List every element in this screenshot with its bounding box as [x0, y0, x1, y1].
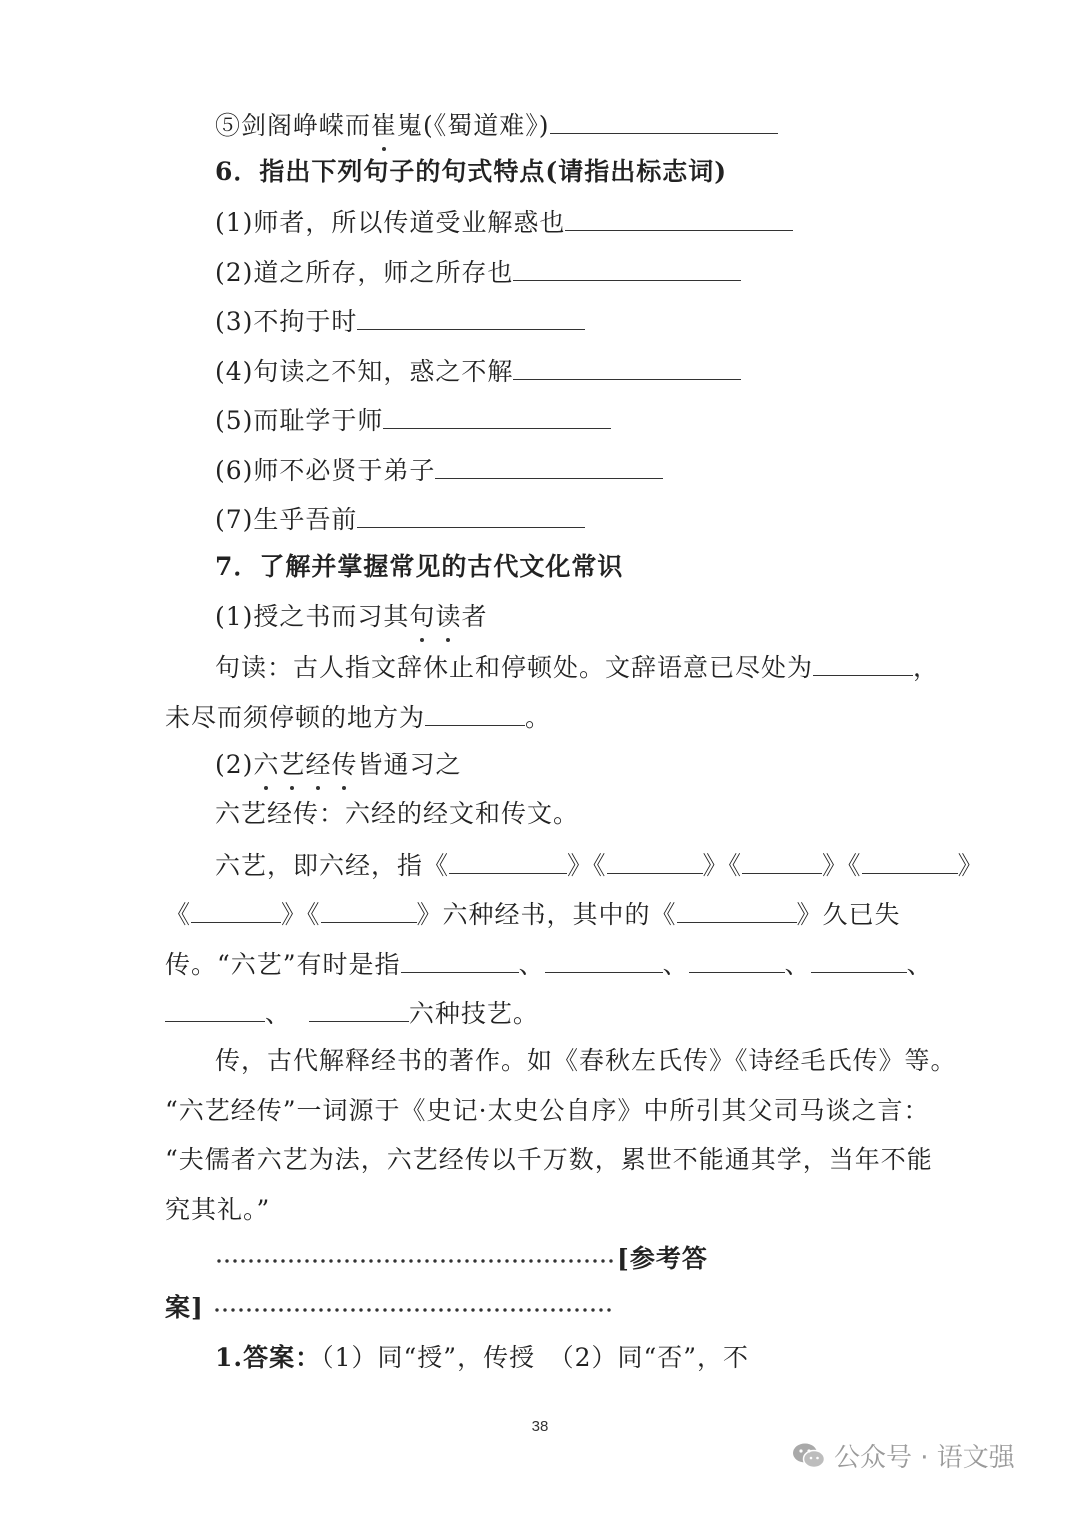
watermark-text: 公众号 · 语文强 [834, 1443, 1015, 1473]
answer-blank[interactable] [677, 896, 797, 923]
comma: 、 [784, 950, 811, 979]
book-end: 》 [957, 851, 984, 880]
emphasis-char: 艺 [279, 748, 305, 782]
q6-item-7 [215, 501, 585, 537]
liuyi-text: 传。“六艺”有时是指 [165, 950, 401, 979]
emphasis-char: 崔 [371, 109, 397, 143]
q7-sub2-rest: 皆通习之 [357, 750, 462, 779]
liuyi-text: 》六种经书，其中的《 [416, 900, 677, 929]
quote-line-2: 究其礼。” [165, 1195, 271, 1224]
q6-item-text: (2)道之所存，师之所存也 [215, 258, 514, 287]
liuyi-line-3 [165, 946, 933, 982]
answer-blank[interactable] [449, 847, 567, 874]
liuyi-line-4 [165, 995, 539, 1031]
answer-divider-1 [215, 1242, 708, 1276]
answer-blank[interactable] [550, 107, 778, 134]
zhuan-line: 传，古代解释经书的著作。如《春秋左氏传》《诗经毛氏传》等。 [215, 1046, 957, 1075]
q6-item-text: (4)句读之不知，惑之不解 [215, 357, 514, 386]
answer-blank[interactable] [689, 946, 785, 973]
answer-blank[interactable] [357, 303, 585, 330]
answer-1 [215, 1341, 749, 1375]
q6-item-text: (3)不拘于时 [215, 307, 358, 336]
q5-item5 [215, 107, 778, 143]
q6-heading: 6．指出下列句子的句式特点(请指出标志词) [215, 157, 728, 186]
source-line: “六艺经传”一词源于《史记·太史公自序》中所引其父司马谈之言： [165, 1096, 930, 1125]
answer-blank[interactable] [862, 847, 958, 874]
q7-sub1 [215, 600, 487, 634]
answer-label: 案] [165, 1293, 204, 1322]
q6-item-2 [215, 254, 741, 290]
q6-item-text: (7)生乎吾前 [215, 505, 358, 534]
answer-blank[interactable] [607, 847, 703, 874]
liuyi-text: 六艺，即六经，指《 [215, 851, 450, 880]
answer-blank[interactable] [513, 254, 741, 281]
q6-item-text: (5)而耻学于师 [215, 406, 384, 435]
answer-blank[interactable] [425, 699, 525, 726]
q5-item5-rest: 嵬(《蜀道难》) [397, 111, 550, 140]
book-sep: 》《 [822, 851, 862, 880]
liuyi-line-1 [215, 847, 984, 883]
answer-divider-2 [165, 1291, 615, 1325]
q7-sub1-rest: 者 [461, 602, 488, 631]
answer-blank[interactable] [742, 847, 822, 874]
answer-blank[interactable] [811, 946, 907, 973]
punct: 。 [525, 703, 552, 732]
q5-item5-text: ⑤剑阁峥嵘而 [215, 111, 372, 140]
book-sep: 》《 [567, 851, 607, 880]
q6-item-text: (1)师者，所以传道受业解惑也 [215, 208, 566, 237]
answer-blank[interactable] [401, 946, 519, 973]
quote-line-1: “夫儒者六艺为法，六艺经传以千万数，累世不能通其学，当年不能 [165, 1145, 933, 1174]
answer-blank[interactable] [435, 452, 663, 479]
emphasis-char: 句 [409, 600, 435, 634]
emphasis-char: 传 [331, 748, 357, 782]
answer-blank[interactable] [357, 501, 585, 528]
dotted-rule [213, 1305, 615, 1315]
answer-blank[interactable] [309, 995, 409, 1022]
answer-number: 1.答案： [215, 1343, 322, 1372]
judou-line-1 [215, 649, 939, 685]
q6-item-3 [215, 303, 585, 339]
liuyi-text: 六种技艺。 [408, 999, 539, 1028]
answer-text: （1）同“授”，传授 （2）同“否”，不 [321, 1343, 750, 1372]
answer-blank[interactable] [191, 896, 281, 923]
q6-item-text: (6)师不必贤于弟子 [215, 456, 436, 485]
answer-label: [参考答 [617, 1244, 708, 1273]
q7-sub1-text: (1)授之书而习其 [215, 602, 410, 631]
answer-blank[interactable] [565, 204, 793, 231]
answer-blank[interactable] [813, 649, 913, 676]
emphasis-char: 读 [435, 600, 461, 634]
answer-blank[interactable] [513, 353, 741, 380]
watermark [792, 1437, 1015, 1474]
comma: 、 [662, 950, 689, 979]
dotted-rule [215, 1256, 617, 1266]
q7-sub2-text: (2) [215, 750, 254, 779]
emphasis-char: 经 [305, 748, 331, 782]
comma: 、 [265, 999, 292, 1028]
liuyi-text: 》久已失 [796, 900, 901, 929]
q6-item-1 [215, 204, 793, 240]
wechat-icon [792, 1442, 826, 1470]
q6-item-4 [215, 353, 741, 389]
answer-blank[interactable] [545, 946, 663, 973]
judou-text: 句读：古人指文辞休止和停顿处。文辞语意已尽处为 [215, 653, 814, 682]
punct: ， [913, 653, 940, 682]
book-sep: 》《 [281, 900, 321, 929]
book-open: 《 [165, 900, 192, 929]
q6-item-5 [215, 402, 611, 438]
emphasis-char: 六 [253, 748, 279, 782]
book-sep: 》《 [702, 851, 743, 880]
q7-sub2 [215, 748, 462, 782]
q7-heading: 7．了解并掌握常见的古代文化常识 [215, 552, 624, 581]
page-number: 38 [531, 1418, 549, 1435]
q6-item-6 [215, 452, 663, 488]
liuyi-line-2 [165, 896, 901, 932]
comma: 、 [518, 950, 545, 979]
comma: 、 [906, 950, 933, 979]
judou-text: 未尽而须停顿的地方为 [165, 703, 426, 732]
answer-blank[interactable] [383, 402, 611, 429]
liuyi-definition: 六艺经传：六经的经文和传文。 [215, 799, 580, 828]
answer-blank[interactable] [321, 896, 417, 923]
judou-line-2 [165, 699, 551, 735]
answer-blank[interactable] [165, 995, 265, 1022]
